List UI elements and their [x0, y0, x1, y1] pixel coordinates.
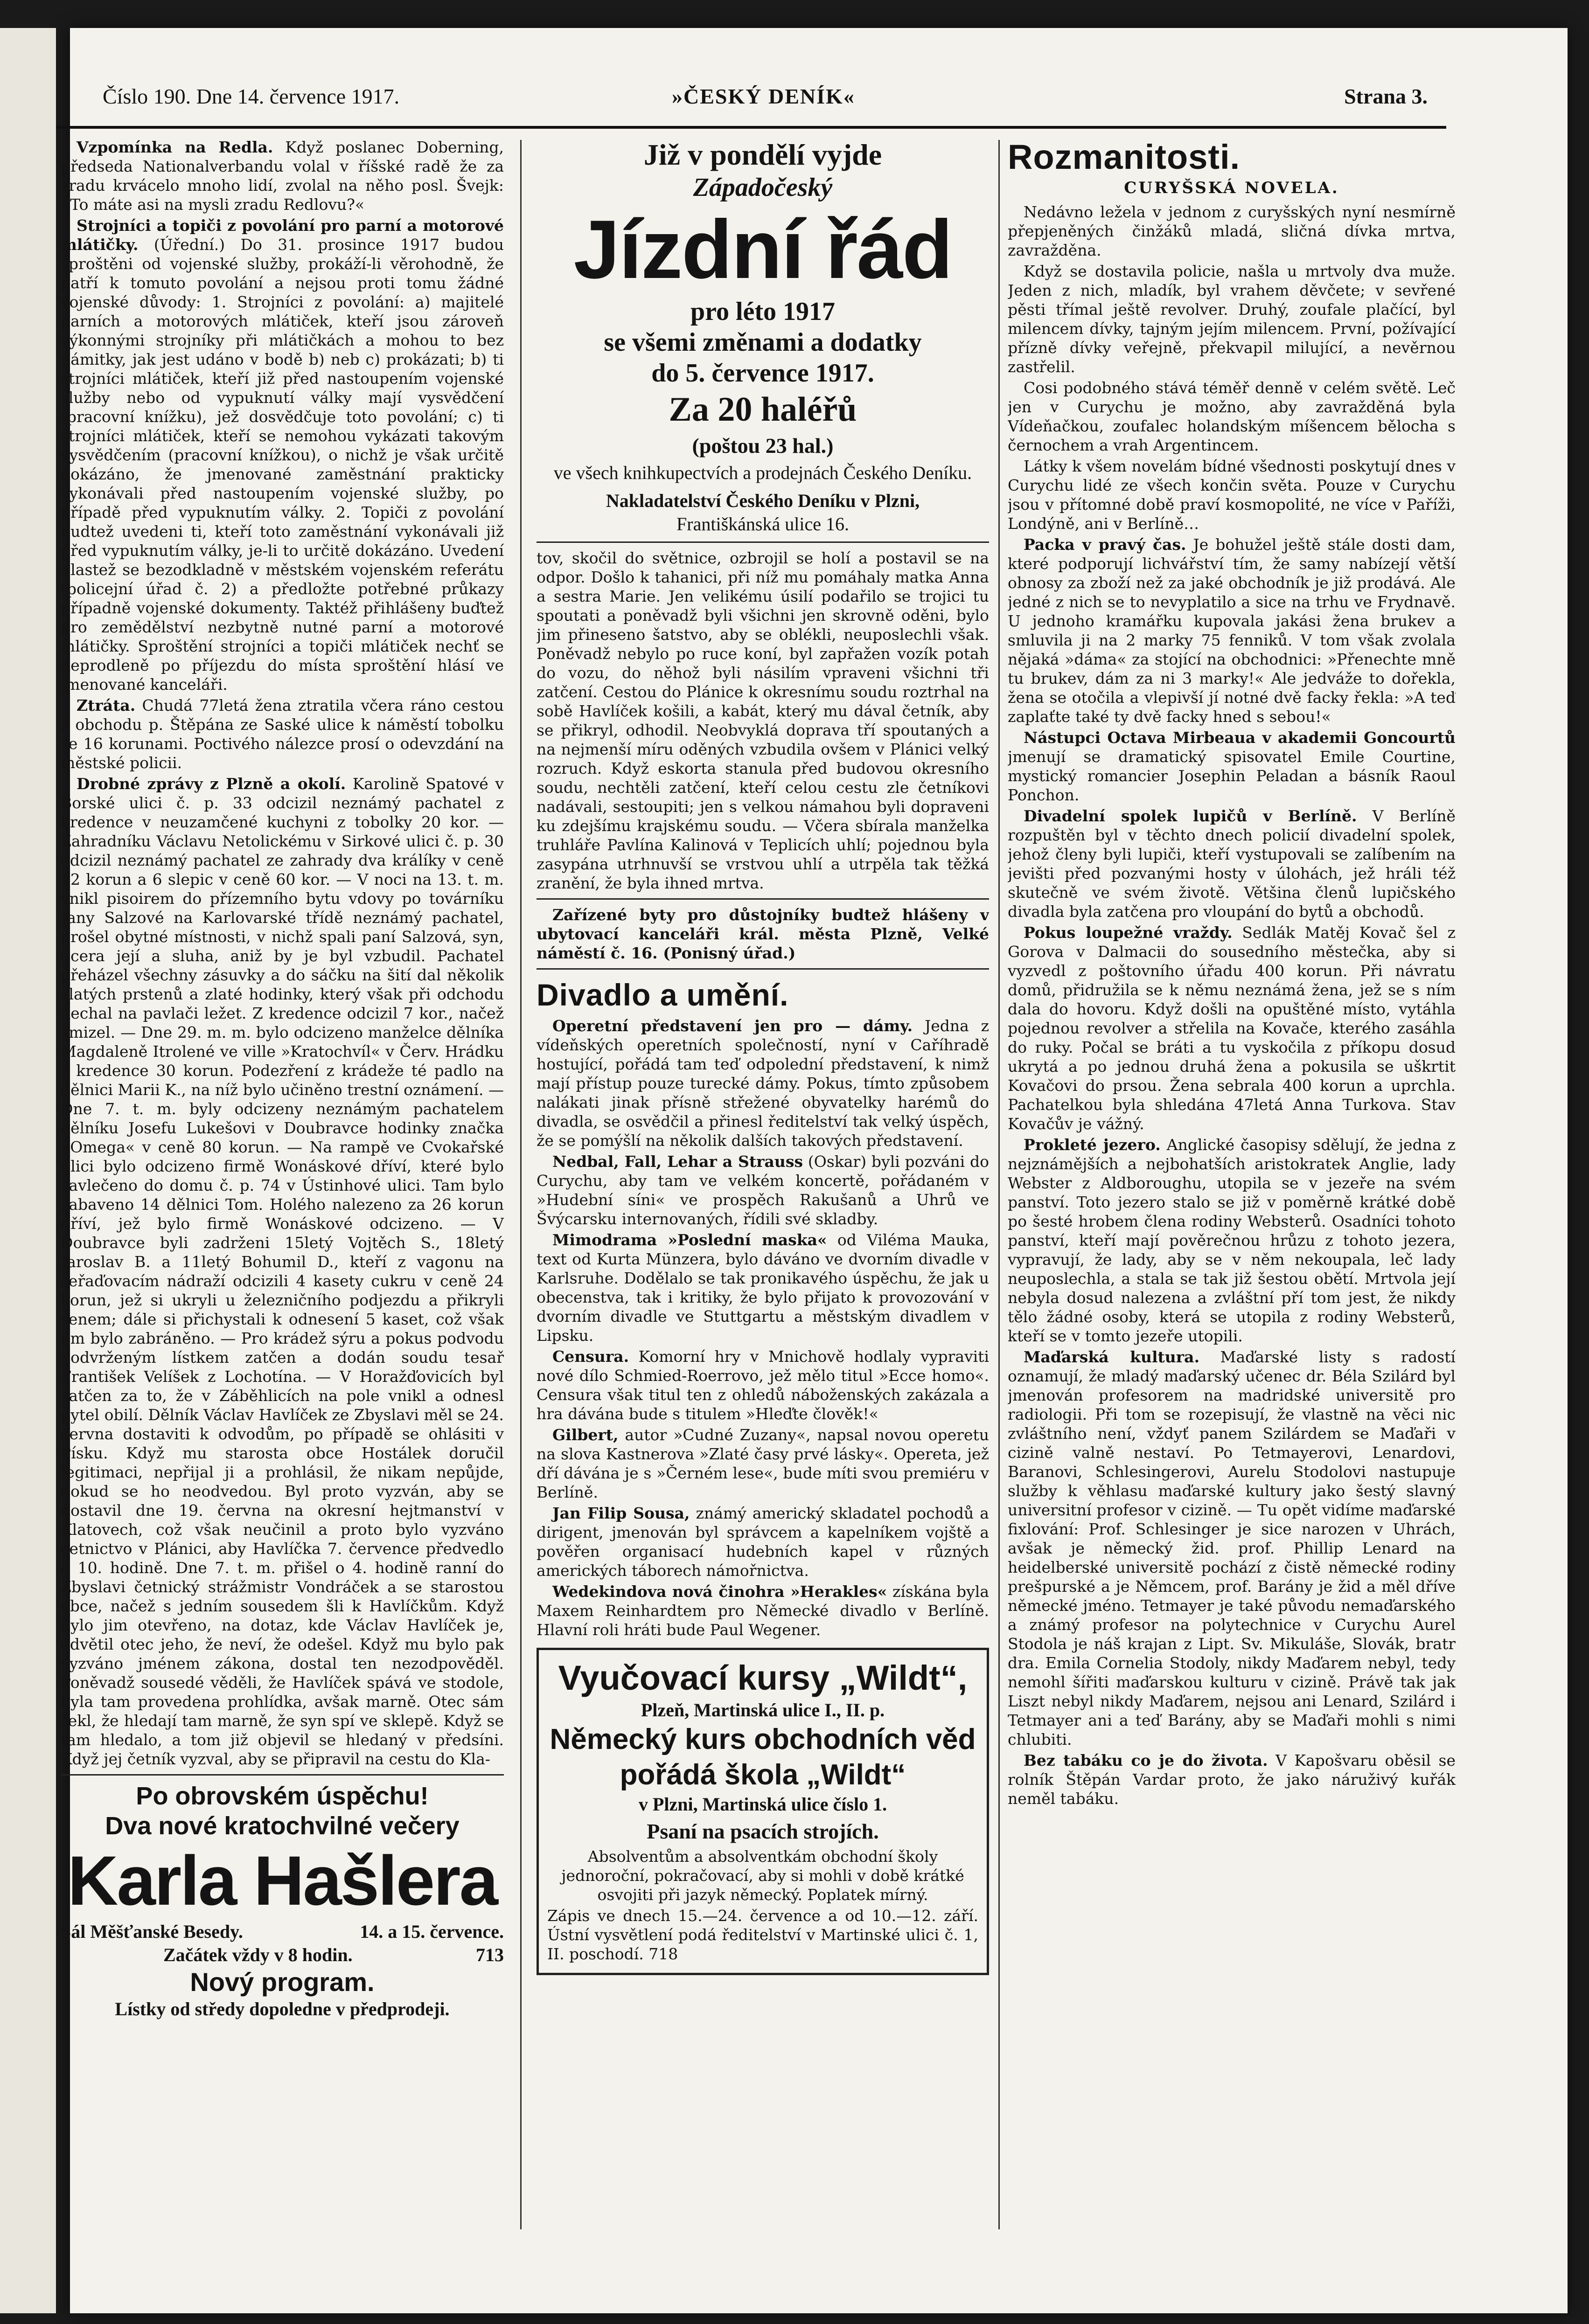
section-title: Rozmanitosti. [1008, 138, 1241, 176]
article: Nedbal, Fall, Lehar a Strauss (Oskar) byli pozváni do Curychu, aby tam ve velkém koncertě, pořádaném v »Hudební síni« ve prospěch Rakušanů a Uhrů ve Švýcarsku internovaných, řídili své skladby. [537, 1152, 989, 1228]
divider [537, 898, 989, 900]
article: Prokleté jezero. Anglické časopisy sdělují, že jedna z nejznámějších a nejbohatších aristokratek Anglie, lady Webster z Aldboroughu, utopila se v jezeře na svém panství. Toto jezero stalo se již v poměrně krátké době po šesté hrobem člena rodiny Websterů. Osadníci tohoto panství, kteří mají pověrečnou hrůzu z tohoto jezera, vypravují, že lady, aby se v něm nekoupala, leč lady neuposlechla, a stala se tak již šestou obětí. Mrtvola její nebyla dosud nalezena a zvláštní pří tom jest, že nikdy tělo žádné osoby, která se utopila z rodiny Websterů, kteří se v tomto jezeře utopili. [1008, 1136, 1456, 1345]
page-number: Strana 3. [1344, 84, 1428, 108]
article: Wedekindova nová činohra »Herakles« získána byla Maxem Reinhardtem pro Německé divadlo v Berlíně. Hlavní roli hráti bude Paul Wegener. [537, 1582, 989, 1639]
article: Operetní představení jen pro — dámy. Jedna z vídeňských operetních společností, nyní v Caříhradě hostující, pořádá tam teď odpolední představení, k nimž mají přístup pouze turecké dámy. Pokus, tímto způsobem nalákati jinak přísně střežené obyvatelky harémů do divadla, se osvědčil a přinesl ředitelství tak velký úspěch, že se pomýšlí na několik dalších takových představení. [537, 1017, 989, 1150]
article: Vzpomínka na Redla. Když poslanec Doberning, předseda Nationalverbandu volal v říšské radě že za zradu krvácelo mnoho lidí, zvolal na něho posl. Švejk: »To máte asi na mysli zradu Redlovu?« [61, 138, 504, 214]
article: Gilbert, autor »Cudné Zuzany«, napsal novou operetu na slova Kastnerova »Zlaté časy prvé lásky«. Opereta, jež dří dávána je s »Černém lese«, bude míti svou premiéru v Berlíně. [537, 1426, 989, 1501]
article: Mimodrama »Poslední maska« od Viléma Mauka, text od Kurta Münzera, bylo dáváno ve dvorním divadle v Karlsruhe. Dodělalo se tak pronikavého úspěchu, že jak u obecenstva, tak i kritiky, že bylo přijato k provozování v dvorním divadle ve Stuttgartu a městským divadlem v Lipsku. [537, 1231, 989, 1345]
column-1 [61, 138, 504, 2274]
divider [537, 541, 989, 543]
article: Strojníci a topiči z povolání pro parní a motorové mlátičky. (Úřední.) Do 31. prosince 1917 budou sproštěni od vojenské služby, prokáží-li věrohodně, že patří k tomuto povolání a nejsou proti tomu žádné vojenské důvody: 1. Strojníci z povolání: a) majitelé parních a motorových mlátiček, kteří jsou zároveň výkonnými strojníky při mlátičkách a mohou to bez námitky, jak jest udáno v bodě b) neb c) prokázati; b) ti strojníci mlátiček, kteří již před nastoupením vojenské služby nebo od vypuknutí války mají vysvědčení (pracovní knížku), jež dosvědčuje toto povolání; c) ti strojníci mlátiček, kteří se nemohou vykázati takovým vysvědčením (pracovní knížkou), o nichž je však určitě dokázáno, že jmenované zaměstnání prakticky vykonávali před nastoupením vojenské služby, po případě před vypuknutím války. 2. Topiči z povolání budtež uvedeni ti, kteří toto zaměstnání vykonávali již před vypuknutím války, je-li to určitě dokázáno. Uvedení hlastež se bezodkladně v městském vojenském referátu (policejní úřad č. 2) a předložte potřebné průkazy případně vojenské dokumenty. Taktéž přihlášeny buďtež pro zemědělství nezbytně nutné parní a motorové mlátičky. Sproštění strojníci a topiči mlátiček nechť se neprodleně po příjezdu do místa sproštění hlásí ve jmenované kanceláři. [61, 216, 504, 694]
article: Bez tabáku co je do života. V Kapošvaru oběsil se rolník Štěpán Vardar proto, že jako náruživý kuřák neměl tabáku. [1008, 1751, 1456, 1808]
article: Censura. Komorní hry v Mnichově hodlaly vypraviti nové dílo Schmied-Roerrovo, jež mělo titul »Ecce homo«. Censura však titul ten z ohledů náboženských zakázala a hra dávána bude s titulem »Hleďte člověk!« [537, 1347, 989, 1423]
section-title: Divadlo a umění. [537, 978, 789, 1012]
masthead: »ČESKÝ DENÍK« [672, 84, 855, 108]
page-header [56, 70, 1437, 121]
article: Látky k všem novelám bídné všednosti poskytují dnes v Curychu lidé ze všech končin světa. Pouze v Curychu jsou v přítomné době praví kosmopolité, ne více v Paříži, Londýně, ani v Berlíně… [1008, 457, 1456, 533]
article: Packa v pravý čas. Je bohužel ještě stále dosti dam, které podporují lichvářství tím, že samy nabízejí větší obnosy za zboží než za jaké obchodník je již prodává. Ale jedné z nich se to nevyplatilo a sice na trhu ve Frydnavě. U jednoho kramářku kupovala jakási žena brukev a smluvila ji na 2 marky 75 fenniků. V tom však zvolala nějaká »dáma« za stojící na obchodnici: »Přenechte mně tu brukev, dám za ni 3 marky!« Ale jedváže to dořekla, žena se otočila a vlepivší jí notné dvě facky řekla: »A teď zaplaťte také ty dvě facky hned s sebou!« [1008, 535, 1456, 726]
column-rule-1 [520, 140, 522, 2229]
article: Cosi podobného stává téměř denně v celém světě. Leč jen v Curychu je možno, aby zavražděná byla Vídeňačkou, zoufalec holandským míšencem bělocha s černochem a vrah Argentincem. [1008, 379, 1456, 454]
article: Drobné zprávy z Plzně a okolí. Karolině Spatové v Borské ulici č. p. 33 odcizil neznámý pachatel z kredence v neuzamčené kuchyni z tobolky 20 kor. — Zahradníku Václavu Netolickému v Sirkové ulici č. p. 30 odcizil neznámý pachatel ze zahrady dva králíky v ceně 42 korun a 6 slepic v ceně 60 kor. — V noci na 13. t. m. vnikl pisoirem do přízemního bytu vdovy po továrníku Jany Salzové na Karlovarské třídě neznámý pachatel, prošel obytné místnosti, v nichž spali paní Salzová, syn, dcera její a sluha, aniž by je byl vzbudil. Pachatel přeházel všechny zásuvky a do sáčku na šití dal několik zlatých prstenů a zlaté hodinky, který však při odchodu nechal na pavlači ležet. Z kredence odcizil 7 kor., načež zmizel. — Dne 29. m. m. bylo odcizeno manželce dělníka Magdaleně Itrolené ve ville »Kratochvíl« v Červ. Hrádku z kredence 30 korun. Podezření z krádeže té padlo na dělnici Marii K., na níž bylo učiněno trestní oznámení. — Dne 7. t. m. byly odcizeny neznámým pachatelem dělníku Josefu Lukešovi v Doubravce hodinky značka »Omega« v ceně 80 korun. — Na rampě ve Cvokařské ulici bylo odcizeno firmě Wonáskové dříví, které bylo zavlečeno do domu č. p. 74 v Ústinhové ulici. Tam bylo zabaveno 14 dělnici Tom. Holého nalezeno za 26 korun dříví, jež bylo firmě Wonáskové odcizeno. — V Doubravce byli zadrženi 15letý Vojtěch S., 18letý Jaroslav B. a 11letý Bohumil D., kteří z vagonu na seřaďovacím nádraží odcizili 4 kasety cukru v ceně 24 korun, jež si ukryli u železničního podjezdu a přikryli senem; dále si přichystali k odnesení 5 kaset, což však jim bylo zabráněno. — Pro krádež sýru a pokus podvodu podvrženým lístkem zatčen a dodán soudu tesař František Velíšek z Lochotína. — V Horažďovicích byl zatčen za to, že v Záběhlicích na pole vnikl a odnesl pytel obilí. Dělník Václav Havlíček ze Zbyslavi měl se 24. června dostaviti k odvodům, po případě se ohlásiti v Písku. Když mu starosta obce Hostálek doručil legitimaci, nepřijal ji a prohlásil, že nikam nepůjde, dokud se ho neodvedou. Byl proto vyzván, aby se dostavil dne 19. června na okresní hejtmanství v Klatovech, což však neučinil a proto bylo vyzváno četnictvo v Plánici, aby Havlíčka 7. července předvedlo o 10. hodině. Dne 7. t. m. přišel o 4. hodině ranní do Zbyslavi četnický strážmistr Vondráček a se starostou obce, načež s jedním sousedem šli k Havlíčkům. Když bylo jim otevřeno, na dotaz, kde Václav Havlíček je, odvětil otec jeho, že neví, že odešel. Když mu bylo pak vyzváno jménem zákona, dostal ten nezodpověděl. Poněvadž sousedé věděli, že Havlíček spává ve stodole, byla tam provedena prohlídka, avšak marně. Otec sám řekl, že hledají tam marně, že syn spí ve sklepě. Když se tam hledalo, a tom již objevil se hledaný v předsíni. Když jej četník vyzval, aby se připravil na cestu do Kla- [61, 775, 504, 1768]
subtitle: CURYŠSKÁ NOVELA. [1124, 179, 1339, 197]
divider [61, 1774, 504, 1776]
article: Nástupci Octava Mirbeaua v akademii Goncourtů jmenují se dramatický spisovatel Emile Courtine, mystický romancier Josephin Peladan a básník Raoul Ponchon. [1008, 728, 1456, 804]
column-rule-2 [998, 140, 1000, 2229]
article: Ztráta. Chudá 77letá žena ztratila včera ráno cestou z obchodu p. Štěpána ze Saské ulice k náměstí tobolku se 16 korunami. Poctivého nálezce prosí o odevzdání na městské policii. [61, 696, 504, 772]
article: Jan Filip Sousa, známý americký skladatel pochodů a dirigent, jmenován byl správcem a kapelníkem vojště a pověřen organisací hudebních kapel v různých amerických táborech námořnictva. [537, 1504, 989, 1580]
hasler-ad: Po obrovském úspěchu! Dva nové kratochvilné večery Karla Hašlera Sál Měšťanské Besedy. 14. a 15. července. Začátek vždy v 8 hodin. 713 Nový program. Lístky od středy dopoledne v předprodeji. [61, 1782, 504, 2019]
article: Divadelní spolek lupičů v Berlíně. V Berlíně rozpuštěn byl v těchto dnech policií divadelní spolek, jehož členy byli lupiči, kteří vystupovali se zalíbením na jevišti před pozvanými hosty v úlohách, jež hráli též skutečně ve svém životě. Většina členů lupičského divadla byla zatčena pro vloupání do bytů a obchodů. [1008, 807, 1456, 921]
column-2 [537, 138, 989, 2274]
article-continued: tov, skočil do světnice, ozbrojil se holí a postavil se na odpor. Došlo k tahanici, při níž mu pomáhaly matka Anna a sestra Marie. Jen velikému úsilí podařilo se trojici tu spoutati a poněvadž byli všichni jen skrovně oděni, bylo jim přineseno šatstvo, aby se oblékli, neuposlechli však. Poněvadž nebylo po ruce koní, byl zapřažen vozík potah do vozu, do něhož byli násilím vpraveni všichni tři zatčení. Cestou do Plánice k okresnímu soudu roztrhal na sobě Havlíček košili, a kabát, který mu dával četník, aby se přikryl, odhodil. Neobvyklá doprava tří spoutaných a na nejmenší míru oděných vzbudila ovšem v Plánici velký rozruch. Když eskorta stanula před budovou okresního soudu, nechtěli zatčení, kteří celou cestu zle četníkovi nadávali, sestoupiti; jen s velkou námahou byli dopraveni ku zdejšímu krajskému soudu. — Včera sbírala manželka truhláře Pavlína Kalinová v Teplicích uhlí; pojednou byla zasypána utrhnuvší se vrstvou uhlí a utrpěla tak těžká zranění, že byla ihned mrtva. [537, 549, 989, 892]
column-3 [1008, 138, 1456, 2274]
issue-date: Číslo 190. Dne 14. července 1917. [103, 84, 400, 108]
billeting-notice: Zařízené byty pro důstojníky budtež hlášeny v ubytovací kanceláři král. města Plzně, Velké náměstí č. 16. (Ponisný úřad.) [537, 906, 989, 962]
article: Pokus loupežné vraždy. Sedlák Matěj Kovač šel z Gorova v Dalmacii do sousedního městečka, aby si vyzvedl z poštovního úřadu 400 korun. Při návratu domů, přidružila se k němu neznámá žena, jež se s ním dala do hovoru. Když došli na opuštěné místo, vytáhla pojednou revolver a střelila na Kovače, kterého zasáhla do ruky. Počal se bráti a tu vyskočila z příkopu dosud ukrytá a po jednou druhá žena a pokusila se uškrtit Kovačovi do prsou. Žena sebrala 400 korun a uprchla. Pachatelkou byla shledána 47letá Anna Turkova. Stav Kovačův je vážný. [1008, 923, 1456, 1133]
wildt-ad: Vyučovací kursy „Wildt“, Plzeň, Martinská ulice I., II. p. Německý kurs obchodních věd pořádá škola „Wildt“ v Plzni, Martinská ulice číslo 1. Psaní na psacích strojích. Absolventům a absolventkám obchodní školy jednoroční, pokračovací, aby si mohli v době krátké osvojiti při jazyk německý. Poplatek mírný. Zápis ve dnech 15.—24. července a od 10.—12. září. Ústní vysvětlení podá ředitelství v Martinské ulici č. 1, II. poschodí. 718 [537, 1648, 989, 1975]
timetable-ad: Již v pondělí vyjde Západočeský Jízdní řád pro léto 1917 se všemi změnami a dodatky do 5. července 1917. Za 20 haléřů (poštou 23 hal.) ve všech knihkupectvích a prodejnách Českého Deníku. Nakladatelství Českého Deníku v Plzni, Františkánská ulice 16. [553, 138, 972, 534]
divider [537, 968, 989, 970]
article: Maďarská kultura. Maďarské listy s radostí oznamují, že mladý maďarský učenec dr. Béla Szilárd byl jmenován profesorem na madridské universitě pro radiologii. Při tom se rozepisují, že vlastně na věci nic zvláštního není, vždyť panem Szilárdem se Maďaři v cizině valně nestaví. Po Tetmayerovi, Lenardovi, Baranovi, Schlesingerovi, Aurelu Stodolovi nastupuje služby k věhlasu maďarské kultury jako šestý slavný universitní profesor v cizině. — Tu opět vidíme maďarské fixlování: Prof. Schlesinger je sice narozen v Uhrách, avšak je německý žid. prof. Phillip Lenard na heidelberské universitě pochází z čistě německé rodiny prešpurské a je Němcem, prof. Barány je žid a měl dříve německé jméno. Tetmayer je také původu nemaďarského a známý profesor na polytechnice v Curychu Aurel Stodola je náš krajan z Lipt. Sv. Mikuláše, Slovák, bratr dra. Emila Cornelia Stodoly, nikdy Maďarem nebyl, tedy nemohl šířiti maďarskou kulturu v cizině. Právě tak jak Liszt nebyl nikdy Maďarem, nejsou ani Lenard, Szilárd i Tetmayer ani a teď Barány, aby se Maďaři mohli s nimi chlubiti. [1008, 1348, 1456, 1748]
header-rule [56, 126, 1446, 129]
adjacent-page-strip [0, 28, 56, 2313]
article: Nedávno ležela v jednom z curyšských nyní nesmírně přepjeněných činžáků mladá, sličná dívka mrtva, zavražděna. [1008, 203, 1456, 259]
article: Když se dostavila policie, našla u mrtvoly dva muže. Jeden z nich, mladík, byl vrahem děvčete; v sevřené pěsti třímal ještě revolver. Druhý, zoufale plačící, byl milencem dívky, tajným jejím milencem. První, požívající přízně dívky veřejně, překvapil milující, a nevěrnou zastřelil. [1008, 262, 1456, 376]
